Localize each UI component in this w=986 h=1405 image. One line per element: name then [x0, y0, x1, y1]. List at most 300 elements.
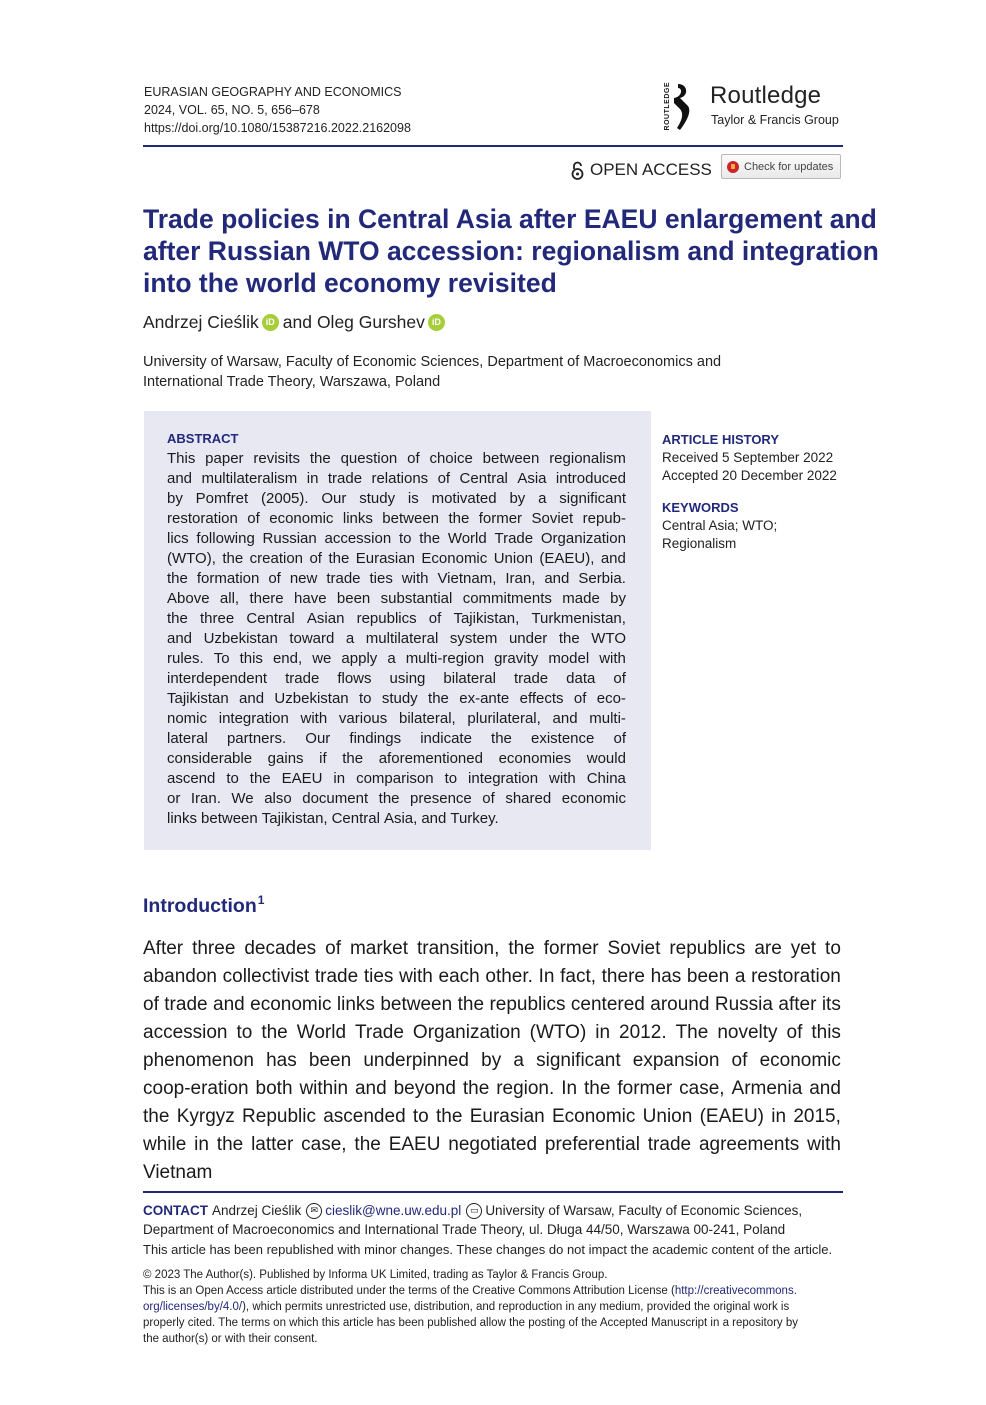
- intro-word: economic: [759, 1050, 841, 1071]
- orcid-icon[interactable]: iD: [262, 314, 279, 331]
- abstract-word: Eurasian: [355, 550, 415, 567]
- abstract-word: WTO: [591, 630, 626, 647]
- abstract-word: a: [538, 490, 547, 507]
- intro-word: case,: [679, 1078, 725, 1099]
- abstract-word: Union: [493, 550, 533, 567]
- intro-word: the: [462, 1078, 490, 1099]
- abstract-word: Central: [459, 470, 508, 487]
- abstract-word: indicate: [420, 730, 472, 747]
- abstract-line: [167, 649, 626, 669]
- abstract-word: under: [508, 630, 548, 647]
- intro-word: the: [508, 938, 535, 959]
- abstract-word: following: [196, 530, 255, 547]
- title-line: after Russian WTO accession: regionalism and integration: [143, 236, 879, 266]
- abstract-word: partners.: [226, 730, 287, 747]
- intro-heading: [143, 893, 264, 918]
- abstract-word: the: [428, 690, 449, 707]
- abstract-line: [167, 709, 626, 729]
- open-access-label: OPEN ACCESS: [590, 160, 712, 179]
- author-conjunction: and: [282, 312, 312, 332]
- received-date: Received 5 September 2022: [662, 450, 834, 465]
- intro-word: in: [595, 1022, 611, 1043]
- keywords-line: Regionalism: [662, 536, 737, 551]
- abstract-word: Tajikistan: [167, 690, 229, 707]
- intro-word: yet: [790, 938, 817, 959]
- abstract-word: toward: [289, 630, 335, 647]
- intro-word: (EAEU): [699, 1106, 764, 1127]
- abstract-word: Uzbekistan: [203, 630, 278, 647]
- intro-word: of: [786, 1022, 803, 1043]
- abstract-line: [167, 569, 626, 589]
- abstract-word: using: [389, 670, 426, 687]
- intro-line: [143, 1159, 841, 1187]
- abstract-word: existence: [531, 730, 595, 747]
- affiliation-line: International Trade Theory, Warszawa, Poland: [143, 374, 441, 390]
- orcid-icon[interactable]: iD: [428, 314, 445, 331]
- abstract-word: lateral: [167, 730, 208, 747]
- abstract-word: trade: [285, 670, 320, 687]
- abstract-word: and: [544, 570, 570, 587]
- abstract-word: restoration: [167, 510, 238, 527]
- abstract-word: and: [167, 470, 193, 487]
- intro-line: [143, 963, 841, 991]
- abstract-word: with: [549, 770, 576, 787]
- routledge-r-icon: [668, 82, 690, 132]
- abstract-word: of: [247, 510, 260, 527]
- intro-word: beyond: [393, 1078, 456, 1099]
- abstract-word: Turkey.: [450, 810, 499, 827]
- abstract-word: ties: [369, 570, 393, 587]
- intro-word: are: [754, 938, 782, 959]
- open-lock-icon: [571, 161, 584, 180]
- abstract-word: bilateral,: [399, 710, 456, 727]
- abstract-word: is: [407, 490, 419, 507]
- abstract-word: the: [419, 530, 441, 547]
- abstract-word: also: [264, 790, 292, 807]
- abstract-word: creation: [249, 550, 304, 567]
- intro-word: its: [821, 994, 841, 1015]
- abstract-word: links: [167, 810, 198, 827]
- abstract-word: integration: [468, 770, 539, 787]
- abstract-word: gravity: [494, 650, 539, 667]
- abstract-word: Iran,: [505, 570, 536, 587]
- intro-line: [143, 935, 841, 963]
- intro-word: three: [192, 938, 236, 959]
- abstract-word: trade: [327, 470, 363, 487]
- abstract-line: [167, 669, 626, 689]
- abstract-word: Our: [305, 730, 331, 747]
- affiliation-line: University of Warsaw, Faculty of Economic Sciences, Department of Macroeconomics and: [143, 354, 722, 370]
- abstract-word: a: [387, 650, 396, 667]
- intro-word: abandon: [143, 966, 217, 987]
- intro-word: transition,: [416, 938, 500, 959]
- abstract-word: the: [328, 550, 350, 567]
- license-text: properly cited. The terms on which this article has been published allow the posting of the Accepted Manuscript in a repository by: [143, 1317, 799, 1329]
- abstract-word: with: [401, 570, 429, 587]
- intro-word: each: [438, 966, 480, 987]
- abstract-word: the: [491, 730, 512, 747]
- publisher-logo-vertical-text: ROUTLEDGE: [664, 82, 671, 131]
- abstract-word: formation: [196, 570, 260, 587]
- copyright-block: [143, 1267, 843, 1347]
- abstract-word: and: [600, 550, 626, 567]
- abstract-word: or: [167, 790, 181, 807]
- journal-doi[interactable]: https://doi.org/10.1080/15387216.2022.2162098: [144, 121, 411, 135]
- intro-word: preferential: [544, 1134, 640, 1155]
- intro-word: with: [399, 966, 433, 987]
- intro-word: and: [354, 1078, 387, 1099]
- abstract-line: [167, 629, 626, 649]
- abstract-word: regionalism: [549, 450, 626, 467]
- keywords-heading: KEYWORDS: [662, 500, 739, 515]
- abstract-line: [167, 529, 626, 549]
- abstract-word: gains: [267, 750, 304, 767]
- abstract-word: new: [289, 570, 318, 587]
- abstract-word: aforementioned: [378, 750, 483, 767]
- abstract-word: comparison: [356, 770, 434, 787]
- contact-block: [143, 1201, 843, 1239]
- intro-word: to: [236, 1022, 253, 1043]
- intro-word: been: [308, 1050, 352, 1071]
- intro-word: between: [380, 994, 453, 1015]
- abstract-word: by: [509, 490, 526, 507]
- article-history-heading: ARTICLE HISTORY: [662, 432, 780, 447]
- intro-word: this: [811, 1022, 841, 1043]
- intro-word: restoration: [751, 966, 841, 987]
- intro-word: has: [266, 1050, 297, 1071]
- abstract-line: [167, 589, 626, 609]
- intro-word: (WTO): [529, 1022, 587, 1043]
- journal-name: EURASIAN GEOGRAPHY AND ECONOMICS: [144, 85, 402, 99]
- abstract-word: rules.: [167, 650, 204, 667]
- abstract-word: trade: [326, 570, 361, 587]
- abstract-word: the: [249, 770, 271, 787]
- intro-word: expansion: [632, 1050, 720, 1071]
- intro-word: ascended: [323, 1106, 406, 1127]
- abstract-word: end,: [272, 650, 303, 667]
- intro-paragraph: [143, 935, 841, 1187]
- abstract-word: Our: [321, 490, 347, 507]
- author-name[interactable]: Andrzej Cieślik: [143, 312, 259, 332]
- intro-word: Armenia: [731, 1078, 803, 1099]
- abstract-word: findings: [349, 730, 402, 747]
- abstract-box: [144, 411, 651, 850]
- abstract-word: considerable: [167, 750, 253, 767]
- abstract-word: interdependent: [167, 670, 268, 687]
- abstract-word: shared: [505, 790, 552, 807]
- intro-word: In: [561, 1078, 578, 1099]
- abstract-word: and: [239, 690, 265, 707]
- intro-word: around: [650, 994, 710, 1015]
- intro-word: a: [513, 1050, 524, 1071]
- abstract-word: Pomfret: [195, 490, 249, 507]
- accepted-date: Accepted 20 December 2022: [662, 468, 837, 483]
- abstract-word: China: [586, 770, 626, 787]
- intro-word: coop-eration: [143, 1078, 249, 1099]
- intro-word: collectivist: [222, 966, 310, 987]
- intro-word: republics: [489, 994, 566, 1015]
- address-icon: ▭: [466, 1203, 482, 1219]
- license-text: ), which permits unrestricted use, distribution, and reproduction in any medium, provided the original work is: [242, 1301, 790, 1313]
- footer-rule: [143, 1191, 843, 1193]
- abstract-word: Economic: [421, 550, 488, 567]
- license-text: This is an Open Access article distributed under the terms of the Creative Commons Attribution License (: [143, 1285, 675, 1297]
- intro-word: while: [143, 1134, 187, 1155]
- abstract-word: and: [421, 810, 447, 827]
- abstract-line: [167, 449, 626, 469]
- abstract-word: of: [407, 450, 420, 467]
- abstract-line: [167, 469, 626, 489]
- abstract-word: various: [338, 710, 388, 727]
- abstract-word: substantial: [380, 590, 453, 607]
- intro-word: Russia: [714, 994, 773, 1015]
- abstract-word: Tajikistan,: [261, 810, 328, 827]
- intro-word: of: [731, 1050, 748, 1071]
- intro-word: ties: [363, 966, 394, 987]
- abstract-word: accession: [324, 530, 392, 547]
- abstract-word: system: [449, 630, 498, 647]
- abstract-word: Organization: [540, 530, 626, 547]
- abstract-word: document: [302, 790, 369, 807]
- abstract-word: the: [167, 610, 188, 627]
- abstract-word: by: [167, 490, 183, 507]
- intro-word: Union: [642, 1106, 693, 1127]
- abstract-word: (EAEU),: [539, 550, 595, 567]
- author-list: [143, 312, 449, 333]
- intro-line: [143, 1131, 841, 1159]
- intro-word: 2015,: [793, 1106, 841, 1127]
- abstract-word: plurilateral,: [467, 710, 541, 727]
- intro-line: [143, 991, 841, 1019]
- contact-address-continued: Department of Macroeconomics and International Trade Theory, ul. Długa 44/50, Warszawa 00-241, Poland: [143, 1222, 786, 1237]
- abstract-word: choice: [429, 450, 473, 467]
- intro-word: phenomenon: [143, 1050, 254, 1071]
- abstract-word: We: [231, 790, 254, 807]
- abstract-word: Asia,: [383, 810, 418, 827]
- abstract-text: [167, 449, 626, 829]
- abstract-word: commitments: [462, 590, 552, 607]
- abstract-word: of: [482, 790, 495, 807]
- abstract-word: a: [345, 630, 355, 647]
- abstract-heading: ABSTRACT: [167, 431, 239, 446]
- abstract-word: apply: [341, 650, 378, 667]
- abstract-line: [167, 489, 626, 509]
- abstract-word: Iran.: [190, 790, 221, 807]
- abstract-word: Serbia.: [578, 570, 626, 587]
- abstract-word: Central: [246, 610, 295, 627]
- intro-word: has: [650, 966, 682, 987]
- intro-word: agreements: [698, 1134, 800, 1155]
- contact-address: University of Warsaw, Faculty of Economic Sciences,: [485, 1203, 803, 1218]
- intro-word: both: [255, 1078, 293, 1099]
- check-updates-button[interactable]: [721, 154, 841, 179]
- abstract-word: economic: [561, 790, 626, 807]
- abstract-line: [167, 509, 626, 529]
- abstract-word: Trade: [494, 530, 534, 547]
- publisher-group: Taylor & Francis Group: [711, 113, 839, 127]
- abstract-word: between: [201, 810, 258, 827]
- affiliation: [143, 352, 721, 392]
- intro-word: and: [809, 1078, 841, 1099]
- abstract-word: of: [573, 690, 587, 707]
- abstract-word: of: [437, 470, 451, 487]
- intro-word: significant: [536, 1050, 621, 1071]
- abstract-word: to: [398, 530, 412, 547]
- abstract-word: flows: [337, 670, 372, 687]
- abstract-word: the: [167, 570, 188, 587]
- abstract-line: [167, 789, 626, 809]
- abstract-word: republics: [356, 610, 417, 627]
- abstract-word: nomic: [167, 710, 208, 727]
- abstract-word: if: [319, 750, 327, 767]
- intro-word: within: [299, 1078, 349, 1099]
- copyright-line: © 2023 The Author(s). Published by Informa UK Limited, trading as Taylor & Francis Group.: [143, 1269, 608, 1281]
- contact-email[interactable]: cieslik@wne.uw.edu.pl: [325, 1203, 462, 1218]
- abstract-word: This: [167, 450, 196, 467]
- abstract-word: the: [558, 630, 580, 647]
- intro-word: of: [325, 938, 341, 959]
- abstract-word: to: [358, 690, 372, 707]
- abstract-word: To: [213, 650, 230, 667]
- abstract-word: bilateral: [443, 670, 496, 687]
- intro-word: in: [194, 1134, 209, 1155]
- intro-word: republics: [669, 938, 746, 959]
- publisher-name: Routledge: [710, 82, 822, 109]
- intro-word: negotiated: [448, 1134, 538, 1155]
- license-link[interactable]: org/licenses/by/4.0/: [143, 1301, 243, 1313]
- abstract-word: study: [359, 490, 396, 507]
- abstract-word: multi-region: [405, 650, 485, 667]
- abstract-word: presence: [410, 790, 472, 807]
- abstract-line: [167, 549, 626, 569]
- abstract-word: links: [342, 510, 373, 527]
- intro-word: After: [143, 938, 184, 959]
- check-updates-label: Check for updates: [744, 160, 834, 173]
- intro-word: the: [143, 1106, 170, 1127]
- intro-word: a: [734, 966, 746, 987]
- intro-word: market: [349, 938, 409, 959]
- intro-word: 2012.: [619, 1022, 667, 1043]
- abstract-word: Asia: [517, 470, 547, 487]
- intro-word: the: [216, 1134, 244, 1155]
- intro-word: novelty: [717, 1022, 778, 1043]
- title-line: Trade policies in Central Asia after EAEU enlargement and: [143, 204, 877, 234]
- abstract-word: Soviet: [531, 510, 574, 527]
- republished-note: This article has been republished with minor changes. These changes do not impact the academic content of the article.: [143, 1242, 833, 1257]
- abstract-word: multi-: [589, 710, 626, 727]
- intro-word: the: [354, 1134, 381, 1155]
- abstract-word: to: [226, 770, 239, 787]
- abstract-word: between: [482, 450, 540, 467]
- abstract-word: three: [200, 610, 235, 627]
- abstract-word: multilateralism: [201, 470, 298, 487]
- footnote-marker[interactable]: 1: [257, 893, 265, 907]
- intro-word: the: [436, 1106, 463, 1127]
- intro-word: links: [336, 994, 375, 1015]
- abstract-line: [167, 749, 626, 769]
- intro-word: region.: [496, 1078, 555, 1099]
- abstract-word: the: [448, 510, 470, 527]
- abstract-word: all,: [219, 590, 240, 607]
- abstract-word: paper: [205, 450, 244, 467]
- abstract-word: between: [382, 510, 440, 527]
- open-access-badge: [571, 160, 712, 180]
- intro-word: fact,: [560, 966, 596, 987]
- abstract-word: of: [428, 610, 442, 627]
- abstract-word: of: [268, 570, 281, 587]
- intro-word: and: [213, 994, 245, 1015]
- abstract-word: Russian: [262, 530, 317, 547]
- article-title: [143, 203, 879, 299]
- intro-word: trade: [164, 994, 208, 1015]
- intro-word: trade: [314, 966, 359, 987]
- intro-word: In: [538, 966, 555, 987]
- abstract-word: of: [613, 730, 626, 747]
- intro-word: Vietnam: [143, 1162, 213, 1183]
- abstract-word: former: [478, 510, 523, 527]
- abstract-word: with: [599, 650, 626, 667]
- intro-word: underpinned: [363, 1050, 469, 1071]
- abstract-line: [167, 769, 626, 789]
- intro-word: former: [617, 1078, 673, 1099]
- abstract-word: introduced: [555, 470, 626, 487]
- abstract-line: [167, 689, 626, 709]
- intro-word: by: [481, 1050, 502, 1071]
- author-name[interactable]: Oleg Gurshev: [316, 312, 425, 332]
- crossmark-icon: [727, 161, 739, 173]
- title-line: into the world economy revisited: [143, 268, 557, 298]
- abstract-word: World: [447, 530, 487, 547]
- intro-word: The: [675, 1022, 709, 1043]
- license-text: the author(s) or with their consent.: [143, 1333, 318, 1345]
- abstract-word: of: [309, 550, 322, 567]
- license-link[interactable]: http://creativecommons.: [674, 1285, 797, 1297]
- abstract-word: the: [342, 750, 364, 767]
- abstract-line: [167, 609, 626, 629]
- abstract-word: in: [333, 770, 346, 787]
- abstract-word: would: [586, 750, 626, 767]
- abstract-word: Central: [331, 810, 380, 827]
- abstract-word: motivated: [431, 490, 497, 507]
- intro-word: the: [584, 1078, 611, 1099]
- intro-heading-text: Introduction: [143, 895, 257, 917]
- intro-word: Kyrgyz: [176, 1106, 235, 1127]
- article-history: [662, 431, 837, 485]
- abstract-word: the: [222, 550, 244, 567]
- intro-word: Soviet: [607, 938, 661, 959]
- abstract-word: eco-: [596, 690, 626, 707]
- abstract-word: have: [294, 590, 327, 607]
- abstract-word: EAEU: [281, 770, 323, 787]
- intro-line: [143, 1047, 841, 1075]
- keywords: [662, 499, 777, 553]
- contact-name: Andrzej Cieślik: [212, 1203, 302, 1218]
- intro-word: the: [261, 1022, 288, 1043]
- intro-word: other.: [485, 966, 533, 987]
- abstract-word: data: [566, 670, 596, 687]
- abstract-word: question: [340, 450, 398, 467]
- intro-word: to: [825, 938, 841, 959]
- abstract-word: with: [300, 710, 328, 727]
- intro-word: centered: [570, 994, 645, 1015]
- intro-word: been: [686, 966, 730, 987]
- abstract-line: [167, 809, 626, 829]
- abstract-word: (WTO),: [167, 550, 216, 567]
- email-icon: ✉: [306, 1203, 322, 1219]
- abstract-word: in: [306, 470, 319, 487]
- intro-word: trade: [647, 1134, 692, 1155]
- abstract-word: of: [613, 670, 626, 687]
